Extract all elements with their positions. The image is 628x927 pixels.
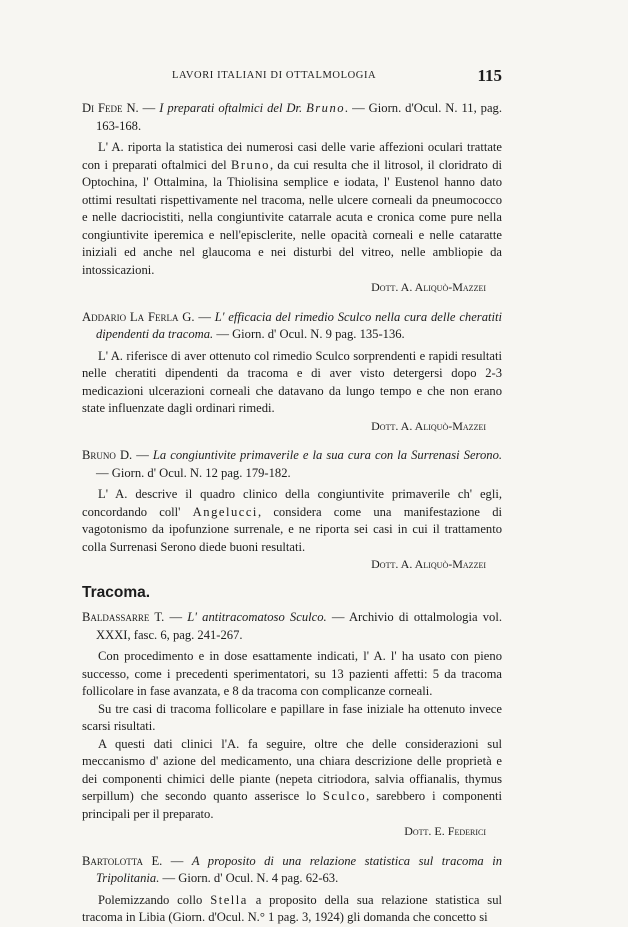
review-entry [82, 853, 502, 927]
author: Bruno D. [82, 448, 133, 462]
text: , considera come una manifestazione di vagotonismo da ipofunzione surrenale, e ne riporta sei casi in cui il trattamento colla Surrenasi Serono diede buoni resultati. [82, 504, 502, 554]
name-spaced: Bruno [230, 157, 270, 172]
article-title: I preparati oftalmici del Dr. [159, 101, 307, 115]
review-entry [82, 100, 502, 297]
signature [82, 279, 502, 297]
dash: — [132, 448, 153, 462]
citation [82, 100, 502, 135]
citation [82, 309, 502, 344]
article-title: La congiuntivite primaverile e la sua cura con la Surrenasi Serono. [152, 448, 503, 462]
text: Polemizzando collo [98, 892, 211, 907]
dash: — [194, 309, 215, 324]
source: — Giorn. d' Ocul. N. 4 pag. 62-63. [159, 871, 339, 885]
citation [82, 447, 502, 482]
running-title: LAVORI ITALIANI DI OTTALMOLOGIA [172, 70, 377, 81]
article-title-end: . [345, 101, 349, 115]
page-number: 115 [477, 66, 502, 85]
source: — Giorn. d' Ocul. N. 12 pag. 179-182. [96, 465, 291, 480]
abstract-paragraph [82, 736, 502, 824]
source: — Giorn. d' Ocul. N. 9 pag. 135-136. [213, 327, 405, 341]
name-spaced: Sculco [322, 789, 367, 803]
article-title: A proposito di una relazione statistica sul tracoma in Tripolitania. [96, 853, 503, 885]
citation [82, 853, 502, 888]
text: L' A. descrive il quadro clinico della congiuntivite primaverile ch' egli, concordando coll' [82, 487, 502, 519]
text-column [82, 100, 502, 927]
article-title: L' efficacia del rimedio Sculco nella cura delle cheratiti dipendenti da tracoma. [96, 309, 502, 341]
dash: — [138, 101, 160, 115]
review-entry [82, 609, 502, 841]
article-title: L' antitracomatoso Sculco. [187, 610, 327, 624]
dash: — [162, 853, 192, 868]
text: A questi dati clinici l'A. fa seguire, oltre che delle considerazioni sul meccanismo d' azione del medicamento, una chiara descrizione delle proprietà e dei componenti chimici delle piante (nepeta citriodora, salvia offianalis, thymus serpillum) che secondo quanto asserisce lo [82, 736, 502, 803]
author: Bartolotta E. [82, 853, 163, 868]
abstract-paragraph [82, 486, 502, 556]
dash: — [164, 610, 188, 624]
review-entry [82, 447, 502, 574]
signature-text: Dott. A. Aliquò-Mazzei [371, 557, 486, 571]
review-entry [82, 309, 502, 436]
abstract-paragraph: Su tre casi di tracoma follicolare e papillare in fase iniziale ha ottenuto invece scarsi risultati. [82, 701, 502, 733]
name-spaced: Stella [210, 892, 248, 907]
article-title-name: Bruno [306, 101, 346, 115]
text: L' A. riporta la statistica dei numerosi casi delle varie affezioni oculari trattate con i preparati oftalmici del [82, 140, 502, 172]
author: Di Fede N. [82, 101, 139, 115]
text: , sarebbero i componenti principali per il preparato. [82, 789, 502, 821]
text: , da cui resulta che il litrosol, il cloridrato di Optochina, l' Ottalmina, la Thiolisina semplice e iodata, l' Eustenol hanno dato ottimi resultati rispettivamente nel tracoma, nelle ulcere corneali da pneumococco e nelle dacriocistiti, nella congiuntivite catarrale acuta e cronica come pure nella congiuntivite iperemica e nell'episclerite, nelle opacità corneali e nelle cataratte iniziali ed anche nel glaucoma e nei disturbi del vitreo, nelle ambliopie da intossicazioni. [82, 157, 502, 277]
signature [82, 556, 502, 574]
signature [82, 823, 502, 841]
abstract-paragraph: L' A. riferisce di aver ottenuto col rimedio Sculco sorprendenti e rapidi resultati nelle cheratiti dipendenti da tracoma e di aver visto detergersi dopo 2-3 medicazioni ulcerazioni corneali che datavano da lungo tempo e che non erano state influenzate dagli ordinari rimedi. [82, 348, 502, 415]
page-header [82, 66, 502, 88]
abstract-paragraph: Con procedimento e in dose esattamente indicati, l' A. l' ha usato con pieno successo, come i precedenti sperimentatori, su 13 pazienti affetti: 5 da tracoma follicolare in fase avanzata, e 8 da tracoma con complicanze corneali. [82, 649, 502, 698]
source: — Archivio di ottalmologia vol. XXXI, fasc. 6, pag. 241-267. [96, 610, 502, 642]
section-heading: Tracoma. [82, 583, 151, 601]
abstract-paragraph [82, 892, 502, 927]
abstract-paragraph [82, 139, 502, 279]
text: a proposito della sua relazione statistica sul tracoma in Libia (Giorn. d'Ocul. N.° 1 pag. 3, 1924) gli domanda che concetto si [82, 892, 503, 924]
source: — Giorn. d'Ocul. N. 11, pag. 163-168. [96, 101, 503, 133]
name-spaced: Angelucci [192, 504, 258, 519]
signature-text: Dott. E. Federici [404, 824, 486, 838]
signature-text: Dott. A. Aliquò-Mazzei [371, 280, 486, 294]
author: Baldassarre T. [82, 610, 165, 624]
signature-text: Dott. A. Aliquò-Mazzei [371, 418, 486, 433]
author: Addario La Ferla G. [82, 309, 195, 324]
signature [82, 418, 502, 436]
citation [82, 609, 502, 644]
